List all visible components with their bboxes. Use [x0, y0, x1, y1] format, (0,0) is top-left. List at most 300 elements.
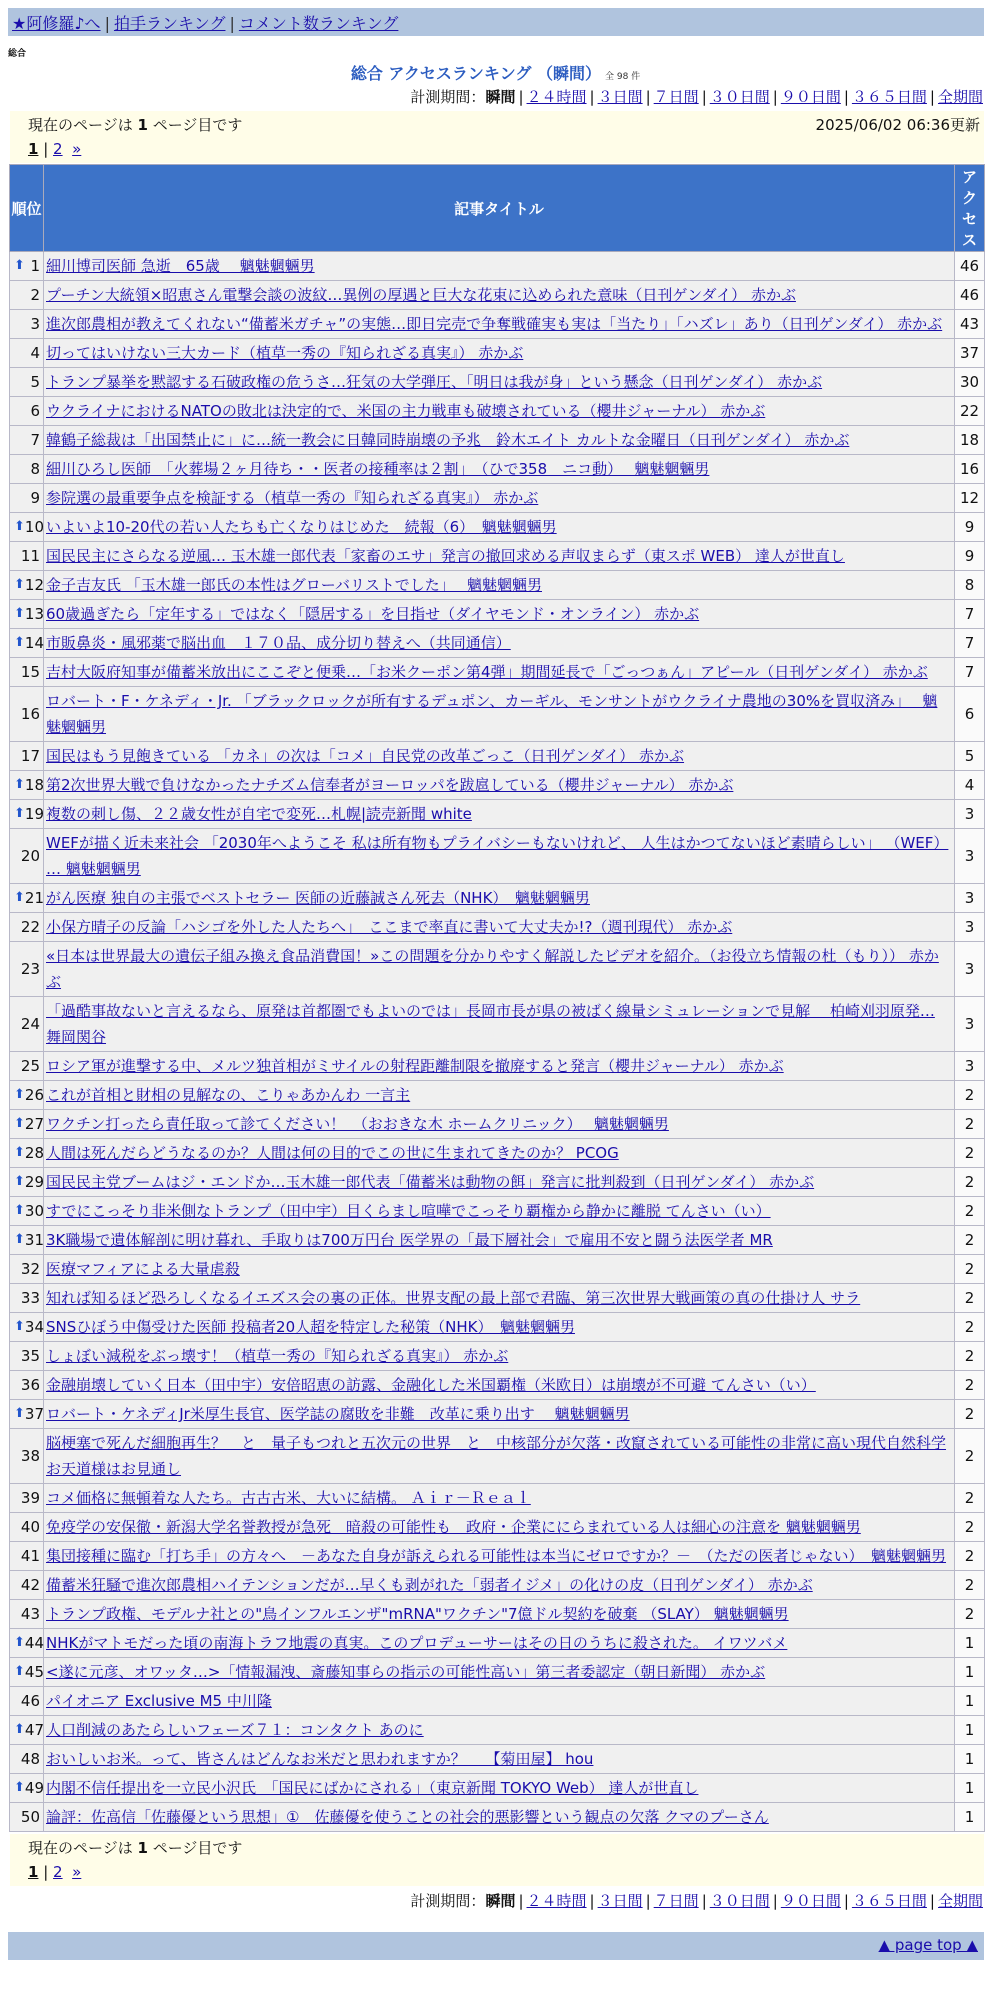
- access-count: 2: [955, 1168, 985, 1197]
- article-link[interactable]: 国民民主党ブームはジ・エンドか…玉木雄一郎代表「備蓄米は動物の餌」発言に批判殺到（日刊ゲンダイ） 赤かぶ: [46, 1173, 815, 1191]
- access-count: 1: [955, 1658, 985, 1687]
- applause-ranking-link[interactable]: 拍手ランキング: [113, 14, 226, 33]
- table-row: [10, 1542, 985, 1571]
- rank-number: 42: [20, 1576, 40, 1594]
- article-link[interactable]: 進次郎農相が教えてくれない“備蓄米ガチャ”の実態…即日完売で争奪戦確実も実は「当たり」「ハズレ」あり（日刊ゲンダイ） 赤かぶ: [46, 315, 943, 333]
- rank-cell: [10, 1081, 44, 1110]
- table-row: [10, 542, 985, 571]
- rank-cell: [10, 1342, 44, 1371]
- title-cell: [44, 1803, 955, 1832]
- table-row: [10, 339, 985, 368]
- rank-cell: [10, 339, 44, 368]
- article-link[interactable]: 60歳過ぎたら「定年する」ではなく「隠居する」を目指せ（ダイヤモンド・オンライン） 赤かぶ: [46, 605, 700, 623]
- table-row: [10, 1513, 985, 1542]
- access-count: 2: [955, 1110, 985, 1139]
- rank-number: 2: [30, 286, 40, 304]
- article-link[interactable]: ワクチン打ったら責任取って診てください！ （おおきな木 ホームクリニック） 魑魅魍魎男: [46, 1115, 669, 1133]
- article-link[interactable]: しょぼい減税をぶっ壊す！（植草一秀の『知られざる真実』） 赤かぶ: [46, 1347, 509, 1365]
- title-cell: [44, 310, 955, 339]
- table-row: [10, 1658, 985, 1687]
- table-row: [10, 629, 985, 658]
- title-cell: [44, 513, 955, 542]
- category-label: 総合: [8, 49, 27, 59]
- current-page-text: 現在のページは 1 ページ目です: [28, 1839, 243, 1857]
- article-link[interactable]: 脳梗塞で死んだ細胞再生？ と 量子もつれと五次元の世界 と 中核部分が欠落・改竄されている可能性の非常に高い現代自然科学 お天道様はお見通し: [46, 1434, 947, 1478]
- article-link[interactable]: 細川ひろし医師 「火葬場２ヶ月待ち・・医者の接種率は２割」 （ひで358 ニコ動） 魑魅魍魎男: [46, 460, 710, 478]
- table-row: [10, 1774, 985, 1803]
- article-link[interactable]: 論評：佐高信「佐藤優という思想」① 佐藤優を使うことの社会的悪影響という観点の欠落 クマのプーさん: [46, 1808, 769, 1826]
- page-2-link[interactable]: 2: [53, 1863, 63, 1881]
- article-link[interactable]: 内閣不信任提出を一立民小沢氏 「国民にばかにされる」（東京新聞 TOKYO Web） 達人が世直し: [46, 1779, 699, 1797]
- rank-number: 46: [20, 1692, 40, 1710]
- rank-cell: [10, 1284, 44, 1313]
- title-cell: [44, 600, 955, 629]
- article-link[interactable]: 医療マフィアによる大量虐殺: [46, 1260, 240, 1278]
- table-row: [10, 600, 985, 629]
- rank-cell: [10, 942, 44, 997]
- table-row: [10, 1687, 985, 1716]
- table-row: [10, 1313, 985, 1342]
- item-count: 全 98 件: [605, 72, 641, 82]
- access-count: 2: [955, 1226, 985, 1255]
- table-row: [10, 252, 985, 281]
- table-row: [10, 884, 985, 913]
- access-count: 43: [955, 310, 985, 339]
- rank-number: 38: [20, 1447, 40, 1465]
- up-arrow-icon: ⬆: [14, 606, 25, 621]
- footer-bar: [8, 1932, 984, 1960]
- table-row: [10, 658, 985, 687]
- title-cell: [44, 629, 955, 658]
- article-link[interactable]: WEFが描く近未来社会 「2030年へようこそ 私は所有物もプライバシーもないけれど、 人生はかつてないほど素晴らしい」 （WEF） … 魑魅魍魎男: [46, 834, 949, 878]
- title-cell: [44, 1658, 955, 1687]
- period-separator: |: [772, 88, 778, 106]
- rank-number: 50: [20, 1808, 40, 1826]
- title-cell: [44, 913, 955, 942]
- table-row: [10, 1284, 985, 1313]
- rank-number: 7: [30, 431, 40, 449]
- title-cell: [44, 1284, 955, 1313]
- table-row: [10, 997, 985, 1052]
- table-row: [10, 913, 985, 942]
- access-count: 3: [955, 942, 985, 997]
- table-row: [10, 281, 985, 310]
- table-row: [10, 1342, 985, 1371]
- period-separator: |: [772, 1892, 778, 1910]
- table-row: [10, 1716, 985, 1745]
- rank-cell: [10, 658, 44, 687]
- title-cell: [44, 997, 955, 1052]
- article-link[interactable]: プーチン大統領×昭恵さん電撃会談の波紋…異例の厚遇と巨大な花束に込められた意味（日刊ゲンダイ） 赤かぶ: [46, 286, 796, 304]
- period-link[interactable]: ３日間: [597, 1892, 643, 1910]
- access-count: 6: [955, 687, 985, 742]
- rank-cell: [10, 687, 44, 742]
- article-link[interactable]: トランプ暴挙を黙認する石破政権の危うさ…狂気の大学弾圧、「明日は我が身」という懸念（日刊ゲンダイ） 赤かぶ: [46, 373, 823, 391]
- rank-cell: [10, 1168, 44, 1197]
- rank-cell: [10, 1629, 44, 1658]
- rank-cell: [10, 1571, 44, 1600]
- article-link[interactable]: ロシア軍が進撃する中、メルツ独首相がミサイルの射程距離制限を撤廃すると発言（櫻井ジャーナル） 赤かぶ: [46, 1057, 784, 1075]
- article-link[interactable]: 小保方晴子の反論「ハシゴを外した人たちへ」 ここまで率直に書いて大丈夫か!?（週刊現代） 赤かぶ: [46, 918, 733, 936]
- table-row: [10, 829, 985, 884]
- article-link[interactable]: 備蓄米狂騒で進次郎農相ハイテンションだが…早くも剥がれた「弱者イジメ」の化けの皮（日刊ゲンダイ） 赤かぶ: [46, 1576, 813, 1594]
- pagination: 1 | 2 »: [28, 140, 82, 158]
- title-cell: [44, 771, 955, 800]
- rank-cell: [10, 426, 44, 455]
- up-arrow-icon: ⬆: [14, 777, 25, 792]
- page-info-bottom: [10, 1834, 984, 1886]
- period-separator: |: [929, 88, 935, 106]
- article-link[interactable]: すでにこっそり非米側なトランプ（田中宇）目くらまし喧嘩でこっそり覇権から静かに離脱 てんさい（い）: [46, 1202, 771, 1220]
- rank-number: 32: [20, 1260, 40, 1278]
- period-link[interactable]: ３０日間: [709, 1892, 770, 1910]
- access-count: 2: [955, 1371, 985, 1400]
- table-row: [10, 771, 985, 800]
- period-link[interactable]: 全期間: [937, 88, 983, 106]
- title-cell: [44, 1745, 955, 1774]
- page-title: [0, 61, 991, 84]
- article-link[interactable]: 第2次世界大戦で負けなかったナチズム信奉者がヨーロッパを跋扈している（櫻井ジャーナル） 赤かぶ: [46, 776, 734, 794]
- article-link[interactable]: ロバート・ケネディJr米厚生長官、医学誌の腐敗を非難 改革に乗り出す 魑魅魍魎男: [46, 1405, 630, 1423]
- rank-number: 3: [30, 315, 40, 333]
- up-arrow-icon: ⬆: [14, 519, 25, 534]
- ranking-table: [9, 164, 985, 1832]
- article-link[interactable]: NHKがマトモだった頃の南海トラフ地震の真実。このプロデューサーはその日のうちに殺された。 イワツバメ: [46, 1634, 788, 1652]
- rank-number: 19: [24, 805, 44, 823]
- article-link[interactable]: 集団接種に臨む「打ち手」の方々へ －あなた自身が訴えられる可能性は本当にゼロですか？－ （ただの医者じゃない） 魑魅魍魎男: [46, 1547, 947, 1565]
- period-link[interactable]: ２４時間: [526, 88, 587, 106]
- period-link[interactable]: ３６５日間: [851, 1892, 927, 1910]
- article-link[interactable]: 切ってはいけない三大カード（植草一秀の『知られざる真実』） 赤かぶ: [46, 344, 524, 362]
- article-link[interactable]: パイオニア Exclusive M5 中川隆: [46, 1692, 272, 1710]
- access-count: 30: [955, 368, 985, 397]
- table-row: [10, 513, 985, 542]
- rank-number: 39: [20, 1489, 40, 1507]
- access-count: 2: [955, 1513, 985, 1542]
- rank-number: 6: [30, 402, 40, 420]
- rank-number: 25: [20, 1057, 40, 1075]
- rank-number: 14: [24, 634, 44, 652]
- rank-number: 27: [24, 1115, 44, 1133]
- title-cell: [44, 368, 955, 397]
- rank-cell: [10, 742, 44, 771]
- home-link[interactable]: ★阿修羅♪へ: [12, 14, 101, 33]
- table-row: [10, 1052, 985, 1081]
- title-cell: [44, 829, 955, 884]
- table-row: [10, 310, 985, 339]
- up-arrow-icon: ⬆: [14, 1722, 25, 1737]
- rank-cell: [10, 1542, 44, 1571]
- access-count: 46: [955, 252, 985, 281]
- rank-number: 21: [24, 889, 44, 907]
- article-link[interactable]: 国民はもう見飽きている 「カネ」の次は「コメ」自民党の改革ごっこ（日刊ゲンダイ） 赤かぶ: [46, 747, 685, 765]
- nav-separator: |: [229, 14, 235, 33]
- period-link[interactable]: ７日間: [653, 1892, 699, 1910]
- access-count: 3: [955, 997, 985, 1052]
- period-current: 瞬間: [485, 88, 516, 106]
- period-label: 計測期間：: [410, 1892, 486, 1910]
- access-count: 2: [955, 1081, 985, 1110]
- title-cell: [44, 1371, 955, 1400]
- title-cell: [44, 1542, 955, 1571]
- table-row: [10, 1139, 985, 1168]
- article-link[interactable]: SNSひぼう中傷受けた医師 投稿者20人超を特定した秘策（NHK） 魑魅魍魎男: [46, 1318, 575, 1336]
- access-count: 2: [955, 1342, 985, 1371]
- article-link[interactable]: 複数の刺し傷、２２歳女性が自宅で変死…札幌|読売新聞 white: [46, 805, 472, 823]
- up-arrow-icon: ⬆: [14, 1664, 25, 1679]
- rank-cell: [10, 1429, 44, 1484]
- rank-number: 24: [20, 1015, 40, 1033]
- article-link[interactable]: コメ価格に無頓着な人たち。古古古米、大いに結構。 Ａｉｒ－Ｒｅａｌ: [46, 1489, 531, 1507]
- page-info-top: [10, 111, 984, 163]
- article-link[interactable]: 市販鼻炎・風邪薬で脳出血 １７０品、成分切り替えへ（共同通信）: [46, 634, 511, 652]
- title-cell: [44, 1052, 955, 1081]
- rank-cell: [10, 1716, 44, 1745]
- table-row: [10, 1110, 985, 1139]
- rank-number: 44: [24, 1634, 44, 1652]
- access-count: 3: [955, 1052, 985, 1081]
- period-separator: |: [589, 1892, 595, 1910]
- table-row: [10, 1429, 985, 1484]
- table-row: [10, 426, 985, 455]
- article-link[interactable]: 金融崩壊していく日本（田中宇）安倍昭恵の訪露、金融化した米国覇権（米欧日）は崩壊が不可避 てんさい（い）: [46, 1376, 816, 1394]
- access-count: 2: [955, 1429, 985, 1484]
- period-separator: |: [645, 88, 651, 106]
- pagination: 1 | 2 »: [28, 1863, 82, 1881]
- period-label: 計測期間：: [410, 88, 486, 106]
- article-link[interactable]: 細川博司医師 急逝 65歳 魑魅魍魎男: [46, 257, 315, 275]
- article-link[interactable]: «日本は世界最大の遺伝子組み換え食品消費国！»この問題を分かりやすく解説したビデオを紹介。（お役立ち情報の杜（もり）） 赤かぶ: [46, 947, 939, 991]
- access-count: 2: [955, 1284, 985, 1313]
- article-link[interactable]: 吉村大阪府知事が備蓄米放出にここぞと便乗…「お米クーポン第4弾」期間延長で「ごっつぁん」アピール（日刊ゲンダイ） 赤かぶ: [46, 663, 928, 681]
- rank-number: 40: [20, 1518, 40, 1536]
- period-link[interactable]: ３日間: [597, 88, 643, 106]
- period-separator: |: [843, 1892, 849, 1910]
- period-separator: |: [843, 88, 849, 106]
- rank-cell: [10, 1600, 44, 1629]
- rank-number: 17: [20, 747, 40, 765]
- article-link[interactable]: トランプ政権、モデルナ社との"鳥インフルエンザ"mRNA"ワクチン"7億ドル契約を破棄 （SLAY） 魑魅魍魎男: [46, 1605, 789, 1623]
- rank-cell: [10, 484, 44, 513]
- rank-number: 48: [20, 1750, 40, 1768]
- rank-cell: [10, 829, 44, 884]
- rank-number: 41: [20, 1547, 40, 1565]
- rank-number: 18: [24, 776, 44, 794]
- table-row: [10, 1803, 985, 1832]
- period-link[interactable]: 全期間: [937, 1892, 983, 1910]
- up-arrow-icon: ⬆: [14, 1780, 25, 1795]
- period-separator: |: [518, 1892, 524, 1910]
- up-arrow-icon: ⬆: [14, 1232, 25, 1247]
- rank-cell: [10, 884, 44, 913]
- article-link[interactable]: 金子吉友氏 「玉木雄一郎氏の本性はグローバリストでした」 魑魅魍魎男: [46, 576, 542, 594]
- column-header-title: 記事タイトル: [44, 165, 955, 252]
- period-selector: [410, 1890, 983, 1911]
- rank-cell: [10, 1255, 44, 1284]
- access-count: 3: [955, 829, 985, 884]
- access-count: 2: [955, 1255, 985, 1284]
- title-cell: [44, 1484, 955, 1513]
- article-link[interactable]: おいしいお米。って、皆さんはどんなお米だと思われますか？ 【菊田屋】 hou: [46, 1750, 594, 1768]
- up-arrow-icon: ⬆: [14, 1174, 25, 1189]
- rank-number: 16: [20, 705, 40, 723]
- rank-cell: [10, 1313, 44, 1342]
- title-cell: [44, 1629, 955, 1658]
- period-link[interactable]: ３６５日間: [851, 88, 927, 106]
- title-cell: [44, 252, 955, 281]
- title-cell: [44, 658, 955, 687]
- page-2-link[interactable]: 2: [53, 140, 63, 158]
- title-cell: [44, 484, 955, 513]
- access-count: 1: [955, 1774, 985, 1803]
- table-row: [10, 455, 985, 484]
- article-link[interactable]: 免疫学の安保徹・新潟大学名誉教授が急死 暗殺の可能性も 政府・企業ににらまれている人は細心の注意を 魑魅魍魎男: [46, 1518, 861, 1536]
- access-count: 1: [955, 1745, 985, 1774]
- rank-number: 31: [24, 1231, 44, 1249]
- article-link[interactable]: いよいよ10-20代の若い人たちも亡くなりはじめた 続報（6） 魑魅魍魎男: [46, 518, 557, 536]
- rank-number: 45: [24, 1663, 44, 1681]
- title-cell: [44, 1139, 955, 1168]
- period-link[interactable]: ９０日間: [780, 88, 841, 106]
- table-row: [10, 571, 985, 600]
- article-link[interactable]: 韓鶴子総裁は「出国禁止に」に…統一教会に日韓同時崩壊の予兆 鈴木エイト カルトな金曜日（日刊ゲンダイ） 赤かぶ: [46, 431, 850, 449]
- rank-cell: [10, 629, 44, 658]
- article-link[interactable]: ロバート・F・ケネディ・Jr. 「ブラックロックが所有するデュポン、カーギル、モンサントがウクライナ農地の30%を買収済み」 魑魅魍魎男: [46, 692, 938, 736]
- table-row: [10, 484, 985, 513]
- article-link[interactable]: 3K職場で遺体解剖に明け暮れ、手取りは700万円台 医学界の「最下層社会」で雇用不安と闘う法医学者 MR: [46, 1231, 773, 1249]
- title-cell: [44, 542, 955, 571]
- period-link[interactable]: ７日間: [653, 88, 699, 106]
- up-arrow-icon: ⬆: [14, 577, 25, 592]
- title-cell: [44, 1226, 955, 1255]
- rank-cell: [10, 1745, 44, 1774]
- rank-cell: [10, 368, 44, 397]
- table-row: [10, 1371, 985, 1400]
- up-arrow-icon: ⬆: [14, 1319, 25, 1334]
- table-row: [10, 1600, 985, 1629]
- rank-cell: [10, 1774, 44, 1803]
- rank-cell: [10, 1226, 44, 1255]
- article-link[interactable]: 人口削減のあたらしいフェーズ７１：コンタクト あのに: [46, 1721, 424, 1739]
- article-link[interactable]: <遂に元彦、オワッタ…>「情報漏洩、斎藤知事らの指示の可能性高い」第三者委認定（朝日新聞） 赤かぶ: [46, 1663, 766, 1681]
- article-link[interactable]: 国民民主にさらなる逆風… 玉木雄一郎代表「家畜のエサ」発言の撤回求める声収まらず（東スポ WEB） 達人が世直し: [46, 547, 845, 565]
- up-arrow-icon: ⬆: [14, 1087, 25, 1102]
- access-count: 1: [955, 1803, 985, 1832]
- table-row: [10, 1255, 985, 1284]
- up-arrow-icon: ⬆: [14, 1145, 25, 1160]
- title-cell: [44, 800, 955, 829]
- rank-cell: [10, 397, 44, 426]
- rank-number: 23: [20, 960, 40, 978]
- access-count: 2: [955, 1542, 985, 1571]
- article-link[interactable]: これが首相と財相の見解なの、こりゃあかんわ 一言主: [46, 1086, 411, 1104]
- table-row: [10, 1484, 985, 1513]
- table-row: [10, 397, 985, 426]
- up-arrow-icon: ⬆: [14, 635, 25, 650]
- title-cell: [44, 1110, 955, 1139]
- current-page-text: 現在のページは 1 ページ目です: [28, 116, 243, 134]
- period-selector: [410, 86, 983, 107]
- access-count: 1: [955, 1629, 985, 1658]
- title-cell: [44, 1571, 955, 1600]
- rank-number: 22: [20, 918, 40, 936]
- title-cell: [44, 397, 955, 426]
- period-separator: |: [929, 1892, 935, 1910]
- rank-number: 43: [20, 1605, 40, 1623]
- table-row: [10, 1168, 985, 1197]
- title-cell: [44, 426, 955, 455]
- period-link[interactable]: ３０日間: [709, 88, 770, 106]
- page-top-link[interactable]: ▲ page top ▲: [878, 1936, 978, 1954]
- rank-cell: [10, 1197, 44, 1226]
- access-count: 4: [955, 771, 985, 800]
- title-cell: [44, 1513, 955, 1542]
- article-link[interactable]: 人間は死んだらどうなるのか？人間は何の目的でこの世に生まれてきたのか？ PCOG: [46, 1144, 619, 1162]
- title-cell: [44, 1774, 955, 1803]
- table-row: [10, 942, 985, 997]
- title-cell: [44, 1313, 955, 1342]
- article-link[interactable]: ウクライナにおけるNATOの敗北は決定的で、米国の主力戦車も破壊されている（櫻井ジャーナル） 赤かぶ: [46, 402, 766, 420]
- next-page-link[interactable]: »: [72, 140, 82, 158]
- article-link[interactable]: 知れば知るほど恐ろしくなるイエズス会の裏の正体。世界支配の最上部で君臨、第三次世界大戦画策の真の仕掛け人 サラ: [46, 1289, 861, 1307]
- rank-cell: [10, 997, 44, 1052]
- rank-cell: [10, 1803, 44, 1832]
- period-current: 瞬間: [485, 1892, 516, 1910]
- period-link[interactable]: ２４時間: [526, 1892, 587, 1910]
- access-count: 7: [955, 658, 985, 687]
- access-count: 18: [955, 426, 985, 455]
- table-row: [10, 687, 985, 742]
- title-cell: [44, 1081, 955, 1110]
- period-link[interactable]: ９０日間: [780, 1892, 841, 1910]
- rank-cell: [10, 1400, 44, 1429]
- nav-separator: |: [104, 14, 110, 33]
- rank-number: 33: [20, 1289, 40, 1307]
- rank-number: 34: [24, 1318, 44, 1336]
- article-link[interactable]: 参院選の最重要争点を検証する（植草一秀の『知られざる真実』） 赤かぶ: [46, 489, 539, 507]
- access-count: 1: [955, 1716, 985, 1745]
- rank-cell: [10, 455, 44, 484]
- rank-cell: [10, 252, 44, 281]
- rank-number: 10: [24, 518, 44, 536]
- title-cell: [44, 1600, 955, 1629]
- rank-number: 37: [24, 1405, 44, 1423]
- rank-cell: [10, 542, 44, 571]
- access-count: 7: [955, 629, 985, 658]
- title-cell: [44, 1716, 955, 1745]
- rank-cell: [10, 1513, 44, 1542]
- rank-cell: [10, 1371, 44, 1400]
- next-page-link[interactable]: »: [72, 1863, 82, 1881]
- table-row: [10, 742, 985, 771]
- comment-ranking-link[interactable]: コメント数ランキング: [238, 14, 399, 33]
- access-count: 2: [955, 1400, 985, 1429]
- rank-number: 12: [24, 576, 44, 594]
- rank-cell: [10, 800, 44, 829]
- access-count: 2: [955, 1571, 985, 1600]
- article-link[interactable]: がん医療 独自の主張でベストセラー 医師の近藤誠さん死去（NHK） 魑魅魍魎男: [46, 889, 590, 907]
- title-cell: [44, 1168, 955, 1197]
- up-arrow-icon: ⬆: [14, 1635, 25, 1650]
- title-cell: [44, 942, 955, 997]
- rank-number: 4: [30, 344, 40, 362]
- column-header-access: アクセス: [955, 165, 985, 252]
- article-link[interactable]: 「過酷事故ないと言えるなら、原発は首都圏でもよいのでは」長岡市長が県の被ばく線量シミュレーションで見解 柏崎刈羽原発… 舞岡関谷: [46, 1002, 935, 1046]
- table-row: [10, 1226, 985, 1255]
- ranking-title: 総合 アクセスランキング （瞬間）: [350, 64, 601, 83]
- title-cell: [44, 571, 955, 600]
- table-row: [10, 1400, 985, 1429]
